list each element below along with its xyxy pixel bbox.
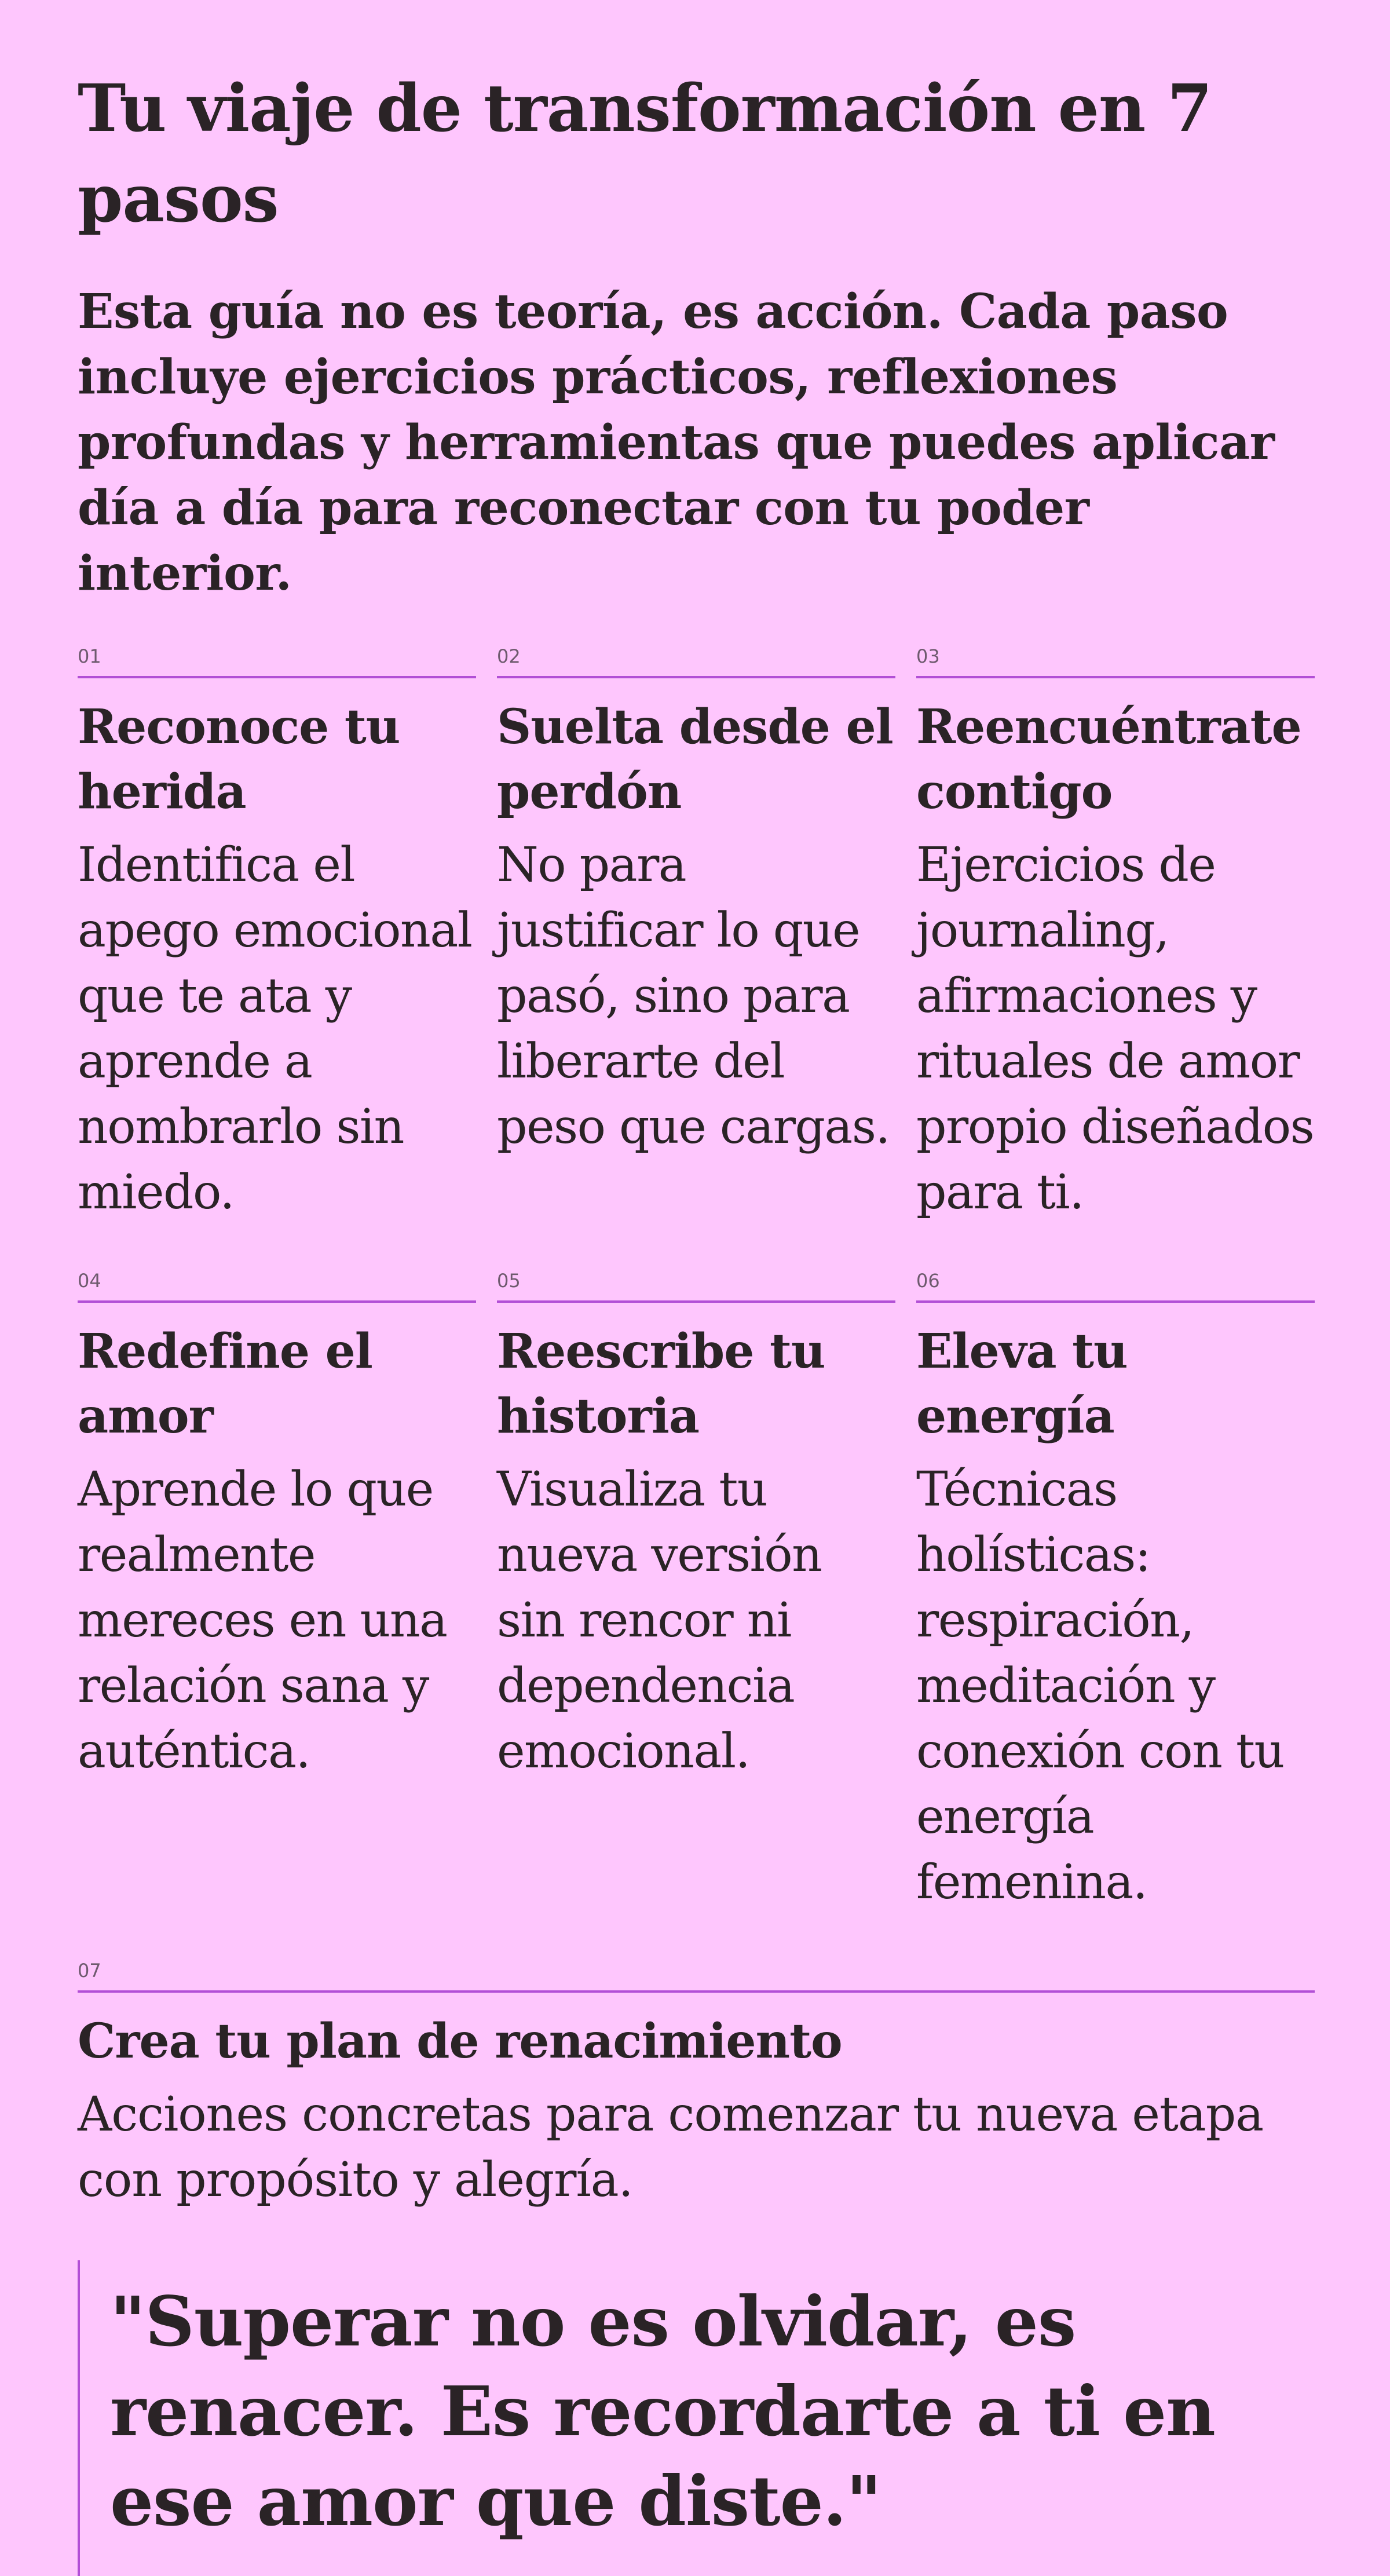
step-title: Redefine el amor bbox=[78, 1324, 372, 1444]
step-description: Aprende lo que realmente mereces en una relación sana y auténtica. bbox=[78, 1462, 447, 1779]
step-title: Reescribe tu historia bbox=[497, 1324, 825, 1444]
step-07 bbox=[78, 1959, 1315, 2213]
closing-quote: "Superar no es olvidar, es renacer. Es recordarte a ti en ese amor que diste." bbox=[78, 2260, 1312, 2576]
step-description: Técnicas holísticas: respiración, meditación y conexión con tu energía femenina. bbox=[916, 1462, 1284, 1910]
step-number: 06 bbox=[916, 1269, 1315, 1303]
step-number: 04 bbox=[78, 1269, 476, 1303]
step-title: Reencuéntrate contigo bbox=[916, 699, 1301, 820]
step-number: 03 bbox=[916, 645, 1315, 678]
step-title: Suelta desde el perdón bbox=[497, 699, 893, 820]
step-title: Eleva tu energía bbox=[916, 1324, 1128, 1444]
page-title: Tu viaje de transformación en 7 pasos bbox=[78, 71, 1212, 237]
step-description: No para justificar lo que pasó, sino para liberarte del peso que cargas. bbox=[497, 838, 890, 1154]
step-title: Reconoce tu herida bbox=[78, 699, 400, 820]
intro-paragraph: Esta guía no es teoría, es acción. Cada paso incluye ejercicios prácticos, reflexiones profundas y herramientas que puedes aplicar día a día para reconectar con tu poder interior. bbox=[78, 284, 1275, 601]
transformation-guide bbox=[78, 64, 1312, 2576]
step-01 bbox=[78, 645, 476, 1225]
step-number: 05 bbox=[497, 1269, 895, 1303]
step-title: Crea tu plan de renacimiento bbox=[78, 2014, 842, 2069]
step-03 bbox=[916, 645, 1315, 1225]
step-description: Acciones concretas para comenzar tu nueva etapa con propósito y alegría. bbox=[78, 2087, 1264, 2208]
step-description: Identifica el apego emocional que te ata y aprende a nombrarlo sin miedo. bbox=[78, 838, 472, 1220]
step-description: Ejercicios de journaling, afirmaciones y rituales de amor propio diseñados para ti. bbox=[916, 838, 1314, 1220]
step-05 bbox=[497, 1269, 895, 1915]
steps-grid bbox=[78, 645, 1312, 2213]
step-04 bbox=[78, 1269, 476, 1915]
step-02 bbox=[497, 645, 895, 1225]
step-06 bbox=[916, 1269, 1315, 1915]
step-description: Visualiza tu nueva versión sin rencor ni dependencia emocional. bbox=[497, 1462, 822, 1779]
step-number: 02 bbox=[497, 645, 895, 678]
step-number: 07 bbox=[78, 1959, 1315, 1993]
step-number: 01 bbox=[78, 645, 476, 678]
